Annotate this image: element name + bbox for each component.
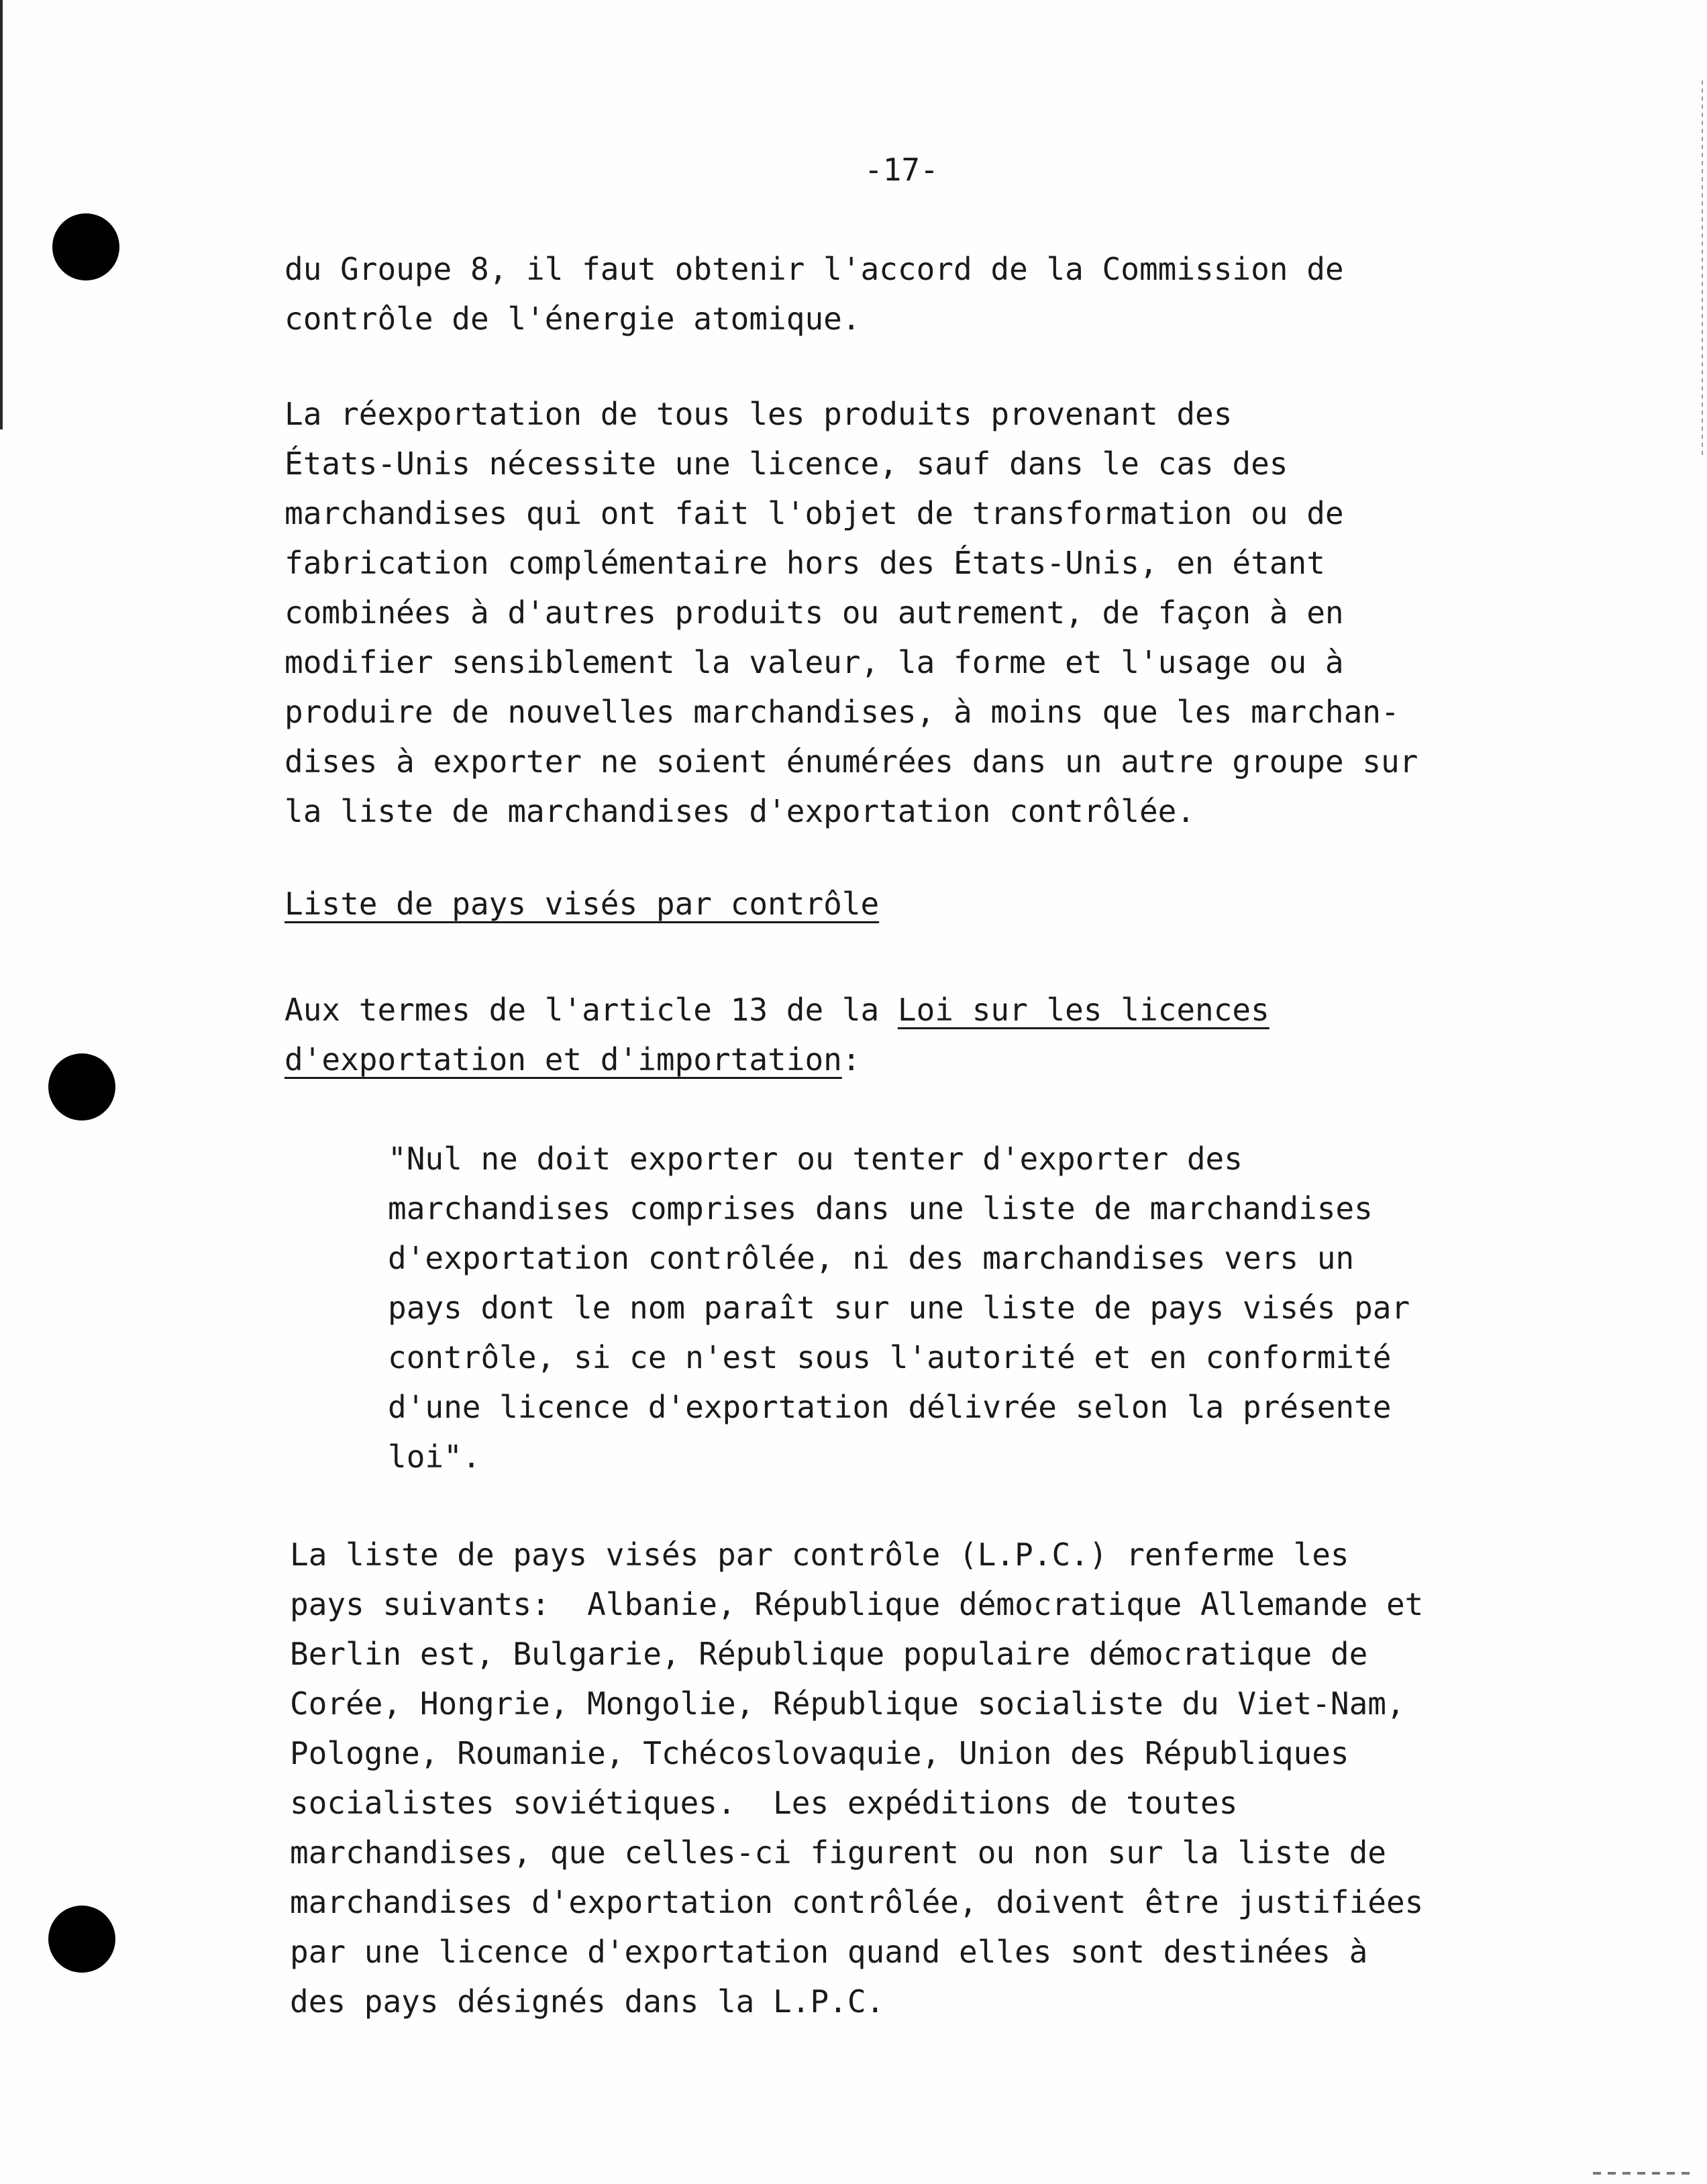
punch-hole-middle [48, 1053, 115, 1121]
text-line: fabrication complémentaire hors des États-Unis, en étant [284, 545, 1325, 581]
text-line: marchandises d'exportation contrôlée, doivent être justifiées [290, 1884, 1424, 1920]
text-line: des pays désignés dans la L.P.C. [290, 1983, 885, 2020]
paragraph-2 [284, 389, 1418, 836]
text-line: modifier sensiblement la valeur, la forme et l'usage ou à [284, 644, 1344, 680]
quote-line: contrôle, si ce n'est sous l'autorité et en conformité [388, 1339, 1392, 1375]
text-line: contrôle de l'énergie atomique. [284, 301, 861, 337]
text-line: États-Unis nécessite une licence, sauf dans le cas des [284, 446, 1288, 482]
text-line: La réexportation de tous les produits provenant des [284, 396, 1233, 432]
scan-edge-line [0, 0, 3, 429]
paragraph-1 [284, 244, 1344, 344]
quote-line: d'une licence d'exportation délivrée selon la présente [388, 1389, 1392, 1425]
text-line: Corée, Hongrie, Mongolie, République socialiste du Viet-Nam, [290, 1685, 1405, 1722]
quote-line: "Nul ne doit exporter ou tenter d'exporter des [388, 1141, 1243, 1177]
quote-line: pays dont le nom paraît sur une liste de pays visés par [388, 1290, 1410, 1326]
text-line: marchandises, que celles-ci figurent ou non sur la liste de [290, 1834, 1386, 1871]
scan-edge-dots [1702, 81, 1703, 456]
text-segment: Aux termes de l'article 13 de la [284, 992, 898, 1028]
punch-hole-bottom [48, 1906, 115, 1973]
quote-line: loi". [388, 1439, 481, 1475]
law-title-part-2: d'exportation et d'importation [284, 1041, 842, 1078]
text-line: combinées à d'autres produits ou autrement, de façon à en [284, 594, 1344, 631]
punch-hole-top [52, 213, 119, 280]
paragraph-4 [290, 1530, 1423, 2026]
text-line: Pologne, Roumanie, Tchécoslovaquie, Union des Républiques [290, 1735, 1349, 1771]
text-line: La liste de pays visés par contrôle (L.P.C.) renferme les [290, 1537, 1349, 1573]
text-line: dises à exporter ne soient énumérées dans un autre groupe sur [284, 743, 1418, 780]
text-line: produire de nouvelles marchandises, à moins que les marchan- [284, 694, 1400, 730]
paragraph-3 [284, 985, 1270, 1084]
text-line [284, 1035, 1270, 1084]
scan-edge-dash [1593, 2172, 1694, 2175]
text-line: marchandises qui ont fait l'objet de transformation ou de [284, 495, 1344, 531]
text-line: par une licence d'exportation quand elles sont destinées à [290, 1934, 1368, 1970]
quote-line: marchandises comprises dans une liste de marchandises [388, 1190, 1373, 1227]
block-quote [388, 1134, 1410, 1481]
law-title-part-1: Loi sur les licences [897, 992, 1270, 1028]
text-line: du Groupe 8, il faut obtenir l'accord de la Commission de [284, 251, 1344, 287]
text-line: Berlin est, Bulgarie, République populaire démocratique de [290, 1636, 1368, 1672]
text-line: la liste de marchandises d'exportation contrôlée. [284, 793, 1196, 829]
quote-line: d'exportation contrôlée, ni des marchandises vers un [388, 1240, 1355, 1276]
text-line [284, 985, 1270, 1035]
page-number: -17- [864, 152, 939, 188]
text-line: pays suivants: Albanie, République démocratique Allemande et [290, 1586, 1424, 1622]
section-heading: Liste de pays visés par contrôle [284, 886, 880, 922]
text-segment: : [841, 1041, 861, 1078]
text-line: socialistes soviétiques. Les expéditions de toutes [290, 1785, 1238, 1821]
